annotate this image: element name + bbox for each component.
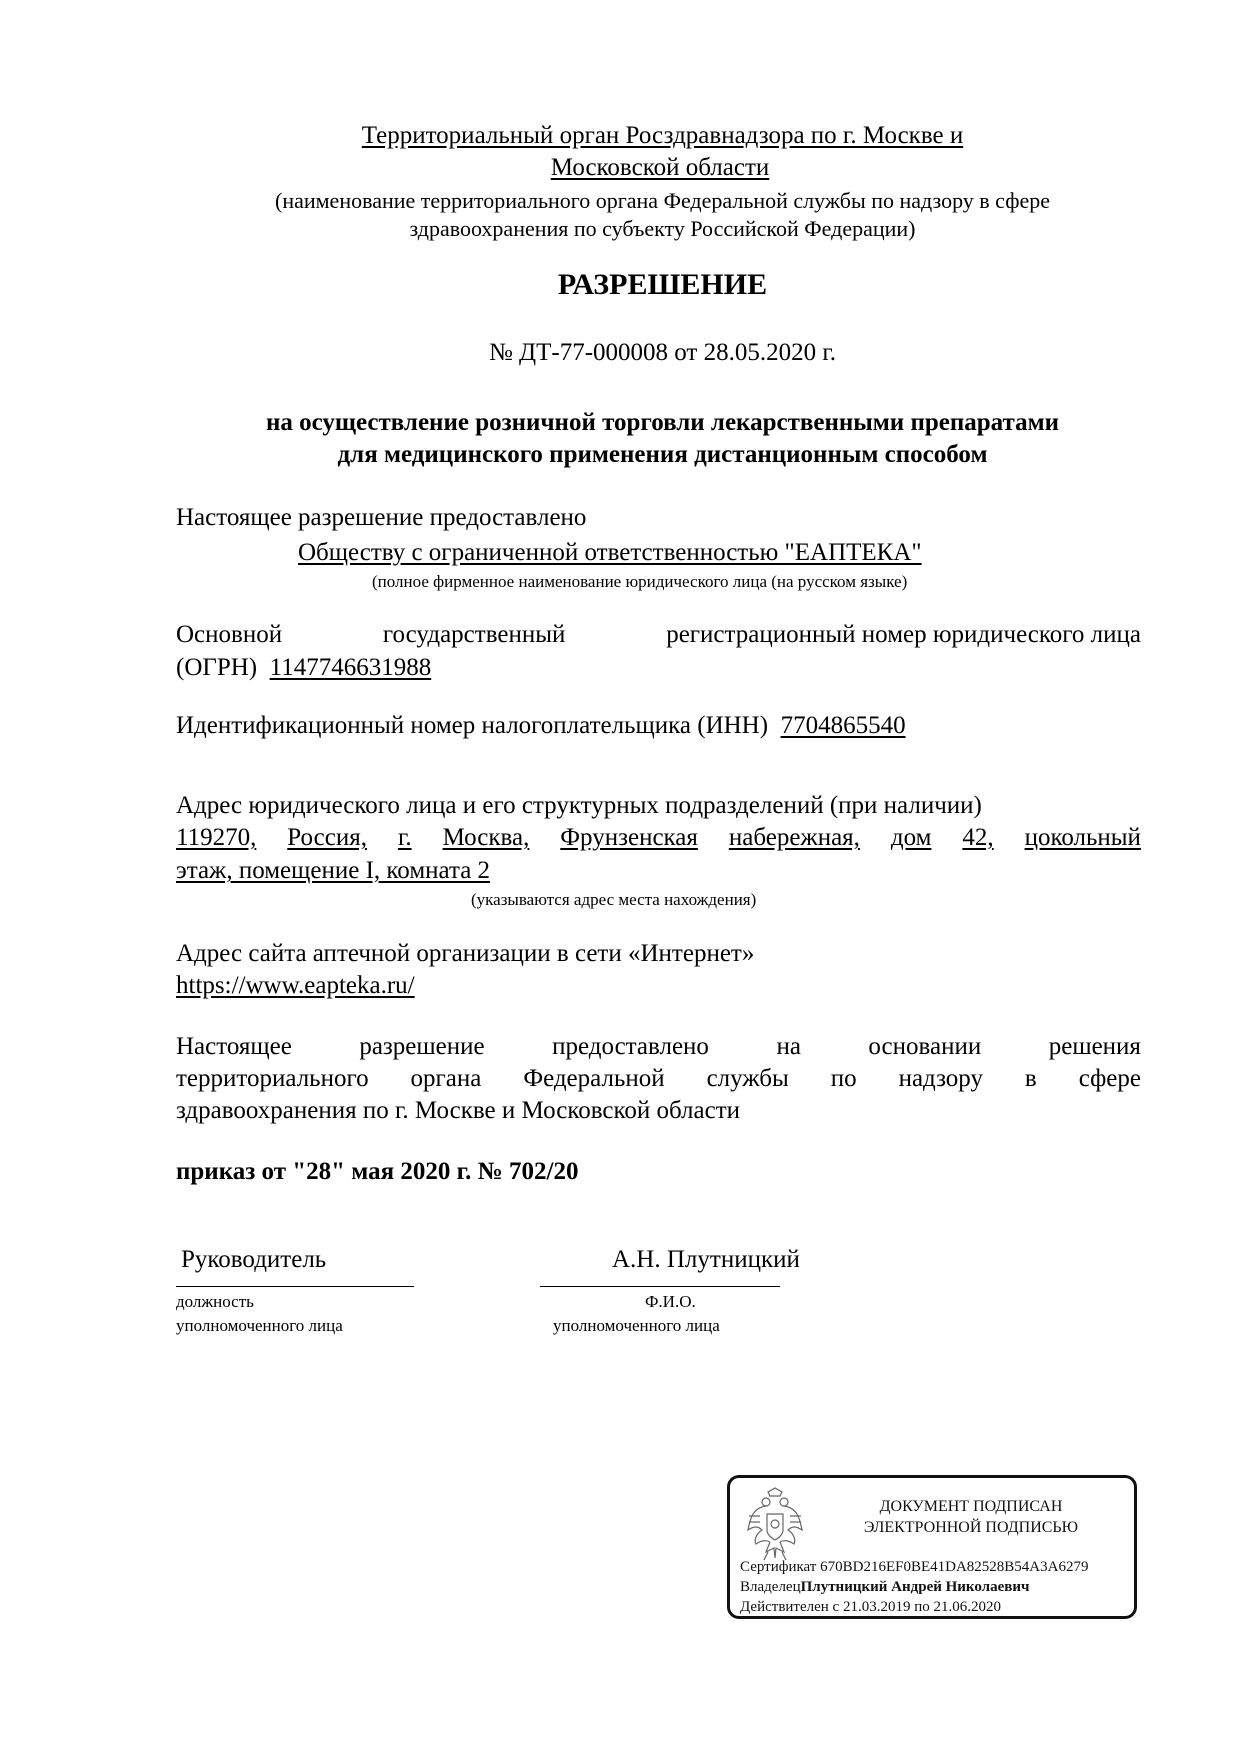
ogrn-label: (ОГРН) — [176, 654, 258, 681]
order-line: приказ от "28" мая 2020 г. № 702/20 — [176, 1158, 579, 1185]
e-signature-stamp — [727, 1475, 1137, 1619]
grantee-note: (полное фирменное наименование юридического лица (на русском языке) — [372, 572, 908, 591]
position-caption-2: уполномоченного лица — [176, 1316, 343, 1335]
permit-number: № ДТ-77-000008 от 28.05.2020 г. — [488, 339, 837, 366]
name-caption-1: Ф.И.О. — [645, 1292, 696, 1311]
authority-name-1: Территориальный орган Росздравнадзора по г. Москве и — [361, 122, 964, 149]
basis-line-1: Настоящее разрешение предоставлено на основании решения — [176, 1033, 1141, 1060]
basis-line-2: территориального органа Федеральной службы по надзору в сфере — [176, 1065, 1141, 1092]
ogrn-label-line-1: Основной государственный регистрационный номер юридического лица — [176, 621, 1141, 648]
inn-value: 7704865540 — [780, 712, 906, 739]
position-signature-line — [176, 1286, 414, 1287]
ogrn-line-2 — [176, 653, 431, 683]
authority-note-2: здравоохранения по субъекту Российской Федерации) — [409, 216, 916, 241]
grantee-name: Обществу с ограниченной ответственностью "ЕАПТЕКА" — [298, 539, 922, 566]
grantee-intro: Настоящее разрешение предоставлено — [176, 504, 587, 531]
name-caption-2: уполномоченного лица — [553, 1316, 720, 1335]
website-link[interactable]: https://www.eapteka.ru/ — [176, 972, 415, 999]
authority-line-2 — [0, 153, 1241, 183]
inn-label: Идентификационный номер налогоплательщика (ИНН) — [176, 712, 769, 739]
address-label: Адрес юридического лица и его структурных подразделений (при наличии) — [176, 792, 982, 819]
purpose-line-2: для медицинского применения дистанционным способом — [337, 441, 988, 468]
basis-line-3: здравоохранения по г. Москве и Московской области — [176, 1097, 741, 1124]
name-signature-line — [540, 1286, 780, 1287]
ogrn-value: 1147746631988 — [269, 654, 432, 681]
stamp-title — [826, 1496, 1116, 1538]
address-note: (указываются адрес места нахождения) — [471, 890, 757, 909]
russian-coat-of-arms-icon — [746, 1486, 804, 1564]
purpose-line-1: на осуществление розничной торговли лекарственными препаратами — [265, 409, 1060, 436]
authority-line-1 — [0, 121, 1241, 151]
stamp-title-line-1: ДОКУМЕНТ ПОДПИСАН — [879, 1498, 1063, 1515]
stamp-certificate: Сертификат 670BD216EF0BE41DA82528B54A3A6279 — [740, 1559, 1089, 1575]
authority-note-1: (наименование территориального органа Федеральной службы по надзору в сфере — [275, 188, 1050, 213]
signer-position: Руководитель — [181, 1246, 327, 1273]
position-caption-1: должность — [176, 1292, 254, 1311]
stamp-validity: Действителен с 21.03.2019 по 21.06.2020 — [740, 1599, 1001, 1615]
signer-name: А.Н. Плутницкий — [612, 1246, 800, 1273]
address-line-2: этаж, помещение I, комната 2 — [176, 857, 491, 884]
stamp-owner: ВладелецПлутницкий Андрей Николаевич — [740, 1579, 1030, 1595]
stamp-title-line-2: ЭЛЕКТРОННОЙ ПОДПИСЬЮ — [863, 1519, 1079, 1536]
website-label: Адрес сайта аптечной организации в сети «Интернет» — [176, 940, 755, 967]
inn-line — [176, 711, 906, 741]
address-line-1: 119270, Россия, г. Москва, Фрунзенская набережная, дом 42, цокольный — [176, 824, 1141, 851]
document-title: РАЗРЕШЕНИЕ — [557, 268, 768, 301]
authority-name-2: Московской области — [550, 154, 770, 181]
